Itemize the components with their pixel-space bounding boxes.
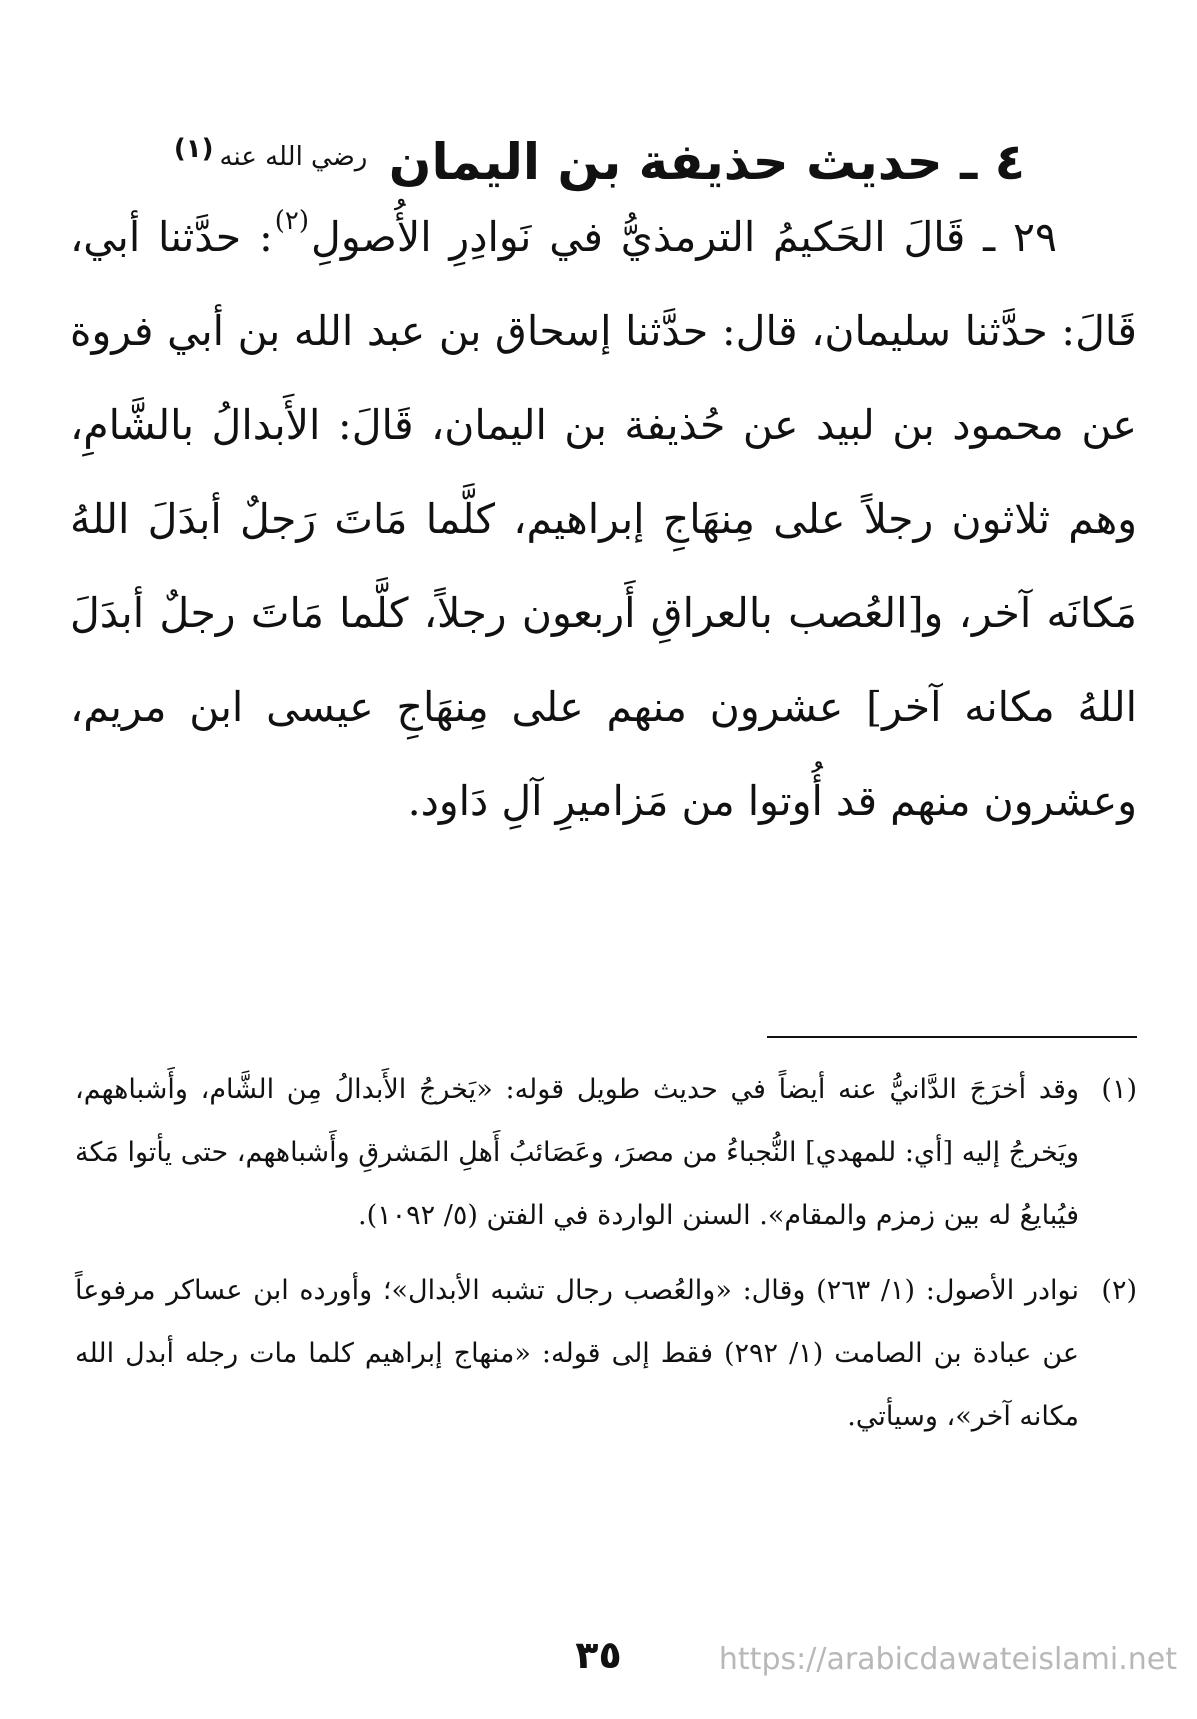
footnotes xyxy=(75,1058,1137,1460)
title-footnote-ref[interactable]: (١) xyxy=(173,133,214,164)
footnote-text: نوادر الأصول: (١/ ٢٦٣) وقال: «والعُصب رجال تشبه الأبدال»؛ وأورده ابن عساكر مرفوعاً عن عبادة بن الصامت (١/ ٢٩٢) فقط إلى قوله: «منهاج إبراهيم كلما مات رجله أبدل الله مكانه آخر»، وسيأتي. xyxy=(75,1275,1079,1432)
hadith-lead xyxy=(258,206,1137,261)
footnote-separator xyxy=(767,1036,1137,1038)
honorific-glyph: رضي الله عنه xyxy=(219,141,368,172)
hadith-text xyxy=(70,190,1137,848)
footnote-1 xyxy=(75,1058,1137,1247)
watermark-url: https://arabicdawateislami.net xyxy=(718,1642,1177,1677)
hadith-lead-colon: : xyxy=(258,213,273,261)
hadith-body: حدَّثنا أبي، قَالَ: حدَّثنا سليمان، قال: حدَّثنا إسحاق بن عبد الله بن أبي فروة عن محمود بن لبيد عن حُذيفة بن اليمان، قَالَ: الأَبدالُ بالشَّامِ، وهم ثلاثون رجلاً على مِنهَاجِ إبراهيم، كلَّما مَاتَ رَجلٌ أبدَلَ اللهُ مَكانَه آخر، و[العُصب بالعراقِ أَربعون رجلاً، كلَّما مَاتَ رجلٌ أبدَلَ اللهُ مكانه آخر] عشرون منهم على مِنهَاجِ عيسى ابن مريم، وعشرون منهم قد أُوتوا من مَزاميرِ آلِ دَاود. xyxy=(70,213,1137,825)
footnote-text: وقد أخرَجَ الدَّانيُّ عنه أيضاً في حديث طويل قوله: «يَخرجُ الأَبدالُ مِن الشَّام، وأَشباههم، ويَخرجُ إليه [أي: للمهدي] النُّجباءُ من مصرَ، وعَصَائبُ أَهلِ المَشرقِ وأَشباههم، حتى يأتوا مَكة فيُبايعُ له بين زمزم والمقام». السنن الواردة في الفتن (٥/ ١٠٩٢). xyxy=(75,1074,1079,1231)
lead-footnote-ref[interactable]: (٢) xyxy=(274,206,310,236)
hadith-lead-text: ٢٩ ـ قَالَ الحَكيمُ الترمذيُّ في نَوادِرِ الأُصولِ xyxy=(311,213,1057,261)
footnote-number: (١) xyxy=(1101,1074,1137,1105)
footnote-number: (٢) xyxy=(1101,1275,1137,1306)
page-title xyxy=(100,122,1097,197)
title-text: ٤ ـ حديث حذيفة بن اليمان xyxy=(388,132,1026,191)
footnote-2 xyxy=(75,1259,1137,1448)
page-number: ٣٥ xyxy=(575,1633,622,1677)
